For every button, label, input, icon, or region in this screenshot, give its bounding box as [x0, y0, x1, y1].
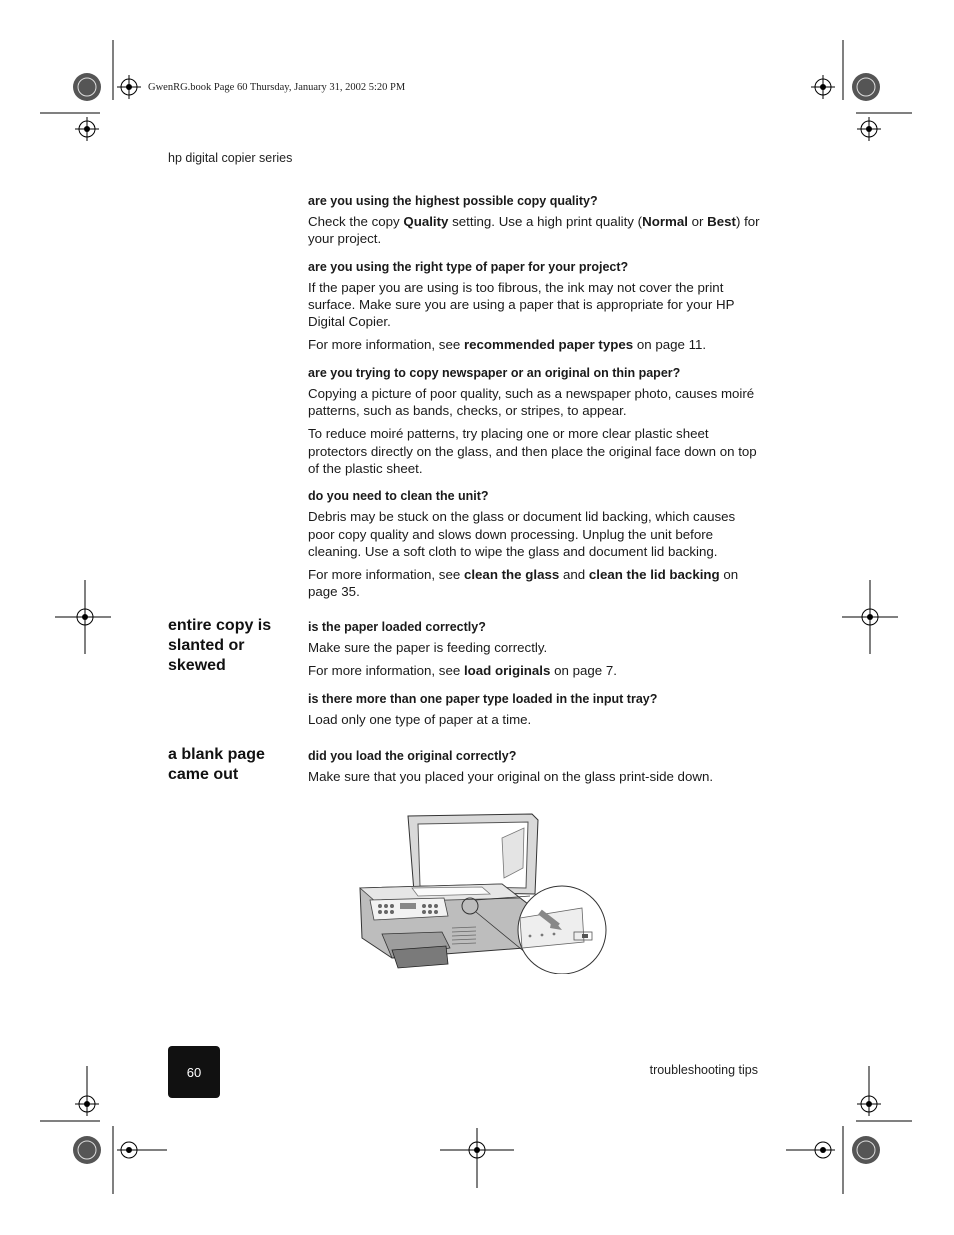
troubleshooting-content — [308, 193, 760, 601]
copier-illustration — [352, 808, 610, 974]
recommended-paper-types-link: recommended paper types — [463, 337, 634, 353]
answer-clean-unit: Debris may be stuck on the glass or document lid backing, which causes poor copy quality and slows down processing. Unplug the unit before cleaning. Use a soft cloth to wipe the glass and document lid backing. — [308, 509, 736, 559]
registration-mark-bottom-center — [440, 1128, 516, 1198]
clean-glass-link: clean the glass — [463, 567, 560, 583]
running-head: hp digital copier series — [168, 151, 293, 165]
best-term: Best — [707, 214, 736, 229]
clean-lid-backing-link: clean the lid backing — [588, 567, 720, 583]
book-meta-line: GwenRG.book Page 60 Thursday, January 31, 2002 5:20 PM — [148, 82, 406, 93]
quality-term: Quality — [403, 214, 449, 229]
paper-types-reference: For more information, see recommended paper types on page 11. — [308, 337, 707, 353]
question-copy-quality: are you using the highest possible copy quality? — [308, 194, 598, 208]
heading-blank-page: a blank page came out — [168, 746, 265, 783]
normal-term: Normal — [642, 214, 688, 229]
question-paper-types-tray: is there more than one paper type loaded in the input tray? — [308, 691, 658, 706]
load-originals-reference: For more information, see load originals on page 7. — [308, 663, 617, 679]
question-newspaper: are you trying to copy newspaper or an original on thin paper? — [308, 365, 681, 380]
question-original-loaded: did you load the original correctly? — [308, 749, 517, 763]
question-paper-loaded: is the paper loaded correctly? — [308, 620, 486, 634]
heading-slanted-copy: entire copy is slanted or skewed — [168, 617, 272, 674]
moire-tip: To reduce moiré patterns, try placing one or more clear plastic sheet protectors directly on the glass, and then place the original face down on top of the plastic sheet. — [308, 426, 757, 476]
load-originals-link: load originals — [463, 663, 551, 679]
question-paper-type: are you using the right type of paper for your project? — [308, 259, 629, 274]
cleaning-reference: For more information, see clean the glass and clean the lid backing on page 35. — [308, 567, 739, 600]
answer-paper-types-tray: Load only one type of paper at a time. — [308, 711, 532, 727]
registration-mark-top-right — [776, 40, 916, 180]
answer-original-loaded: Make sure that you placed your original on the glass print-side down. — [308, 769, 714, 784]
answer-copy-quality: Check the copy Quality setting. Use a high print quality (Normal or Best) for your project. — [308, 214, 760, 247]
registration-mark-top-left — [40, 40, 180, 180]
page-number-tab — [168, 1046, 220, 1098]
answer-newspaper: Copying a picture of poor quality, such as a newspaper photo, causes moiré patterns, such as bands, checks, or stripes, to appear. — [308, 385, 755, 419]
registration-mark-bottom-right — [776, 1066, 916, 1196]
footer-section-title: troubleshooting tips — [649, 1063, 758, 1077]
blank-page-content — [308, 748, 760, 785]
slanted-content — [308, 619, 760, 728]
question-clean-unit: do you need to clean the unit? — [308, 489, 489, 504]
registration-mark-bottom-left — [40, 1066, 180, 1196]
answer-paper-type: If the paper you are using is too fibrous, the ink may not cover the print surface. Make sure you are using a paper that is appropriate for your HP Digital Copier. — [308, 279, 735, 330]
registration-mark-mid-right — [840, 580, 900, 660]
registration-mark-mid-left — [55, 580, 115, 660]
page-number: 60 — [186, 1064, 202, 1080]
answer-paper-loaded: Make sure the paper is feeding correctly. — [308, 640, 548, 655]
